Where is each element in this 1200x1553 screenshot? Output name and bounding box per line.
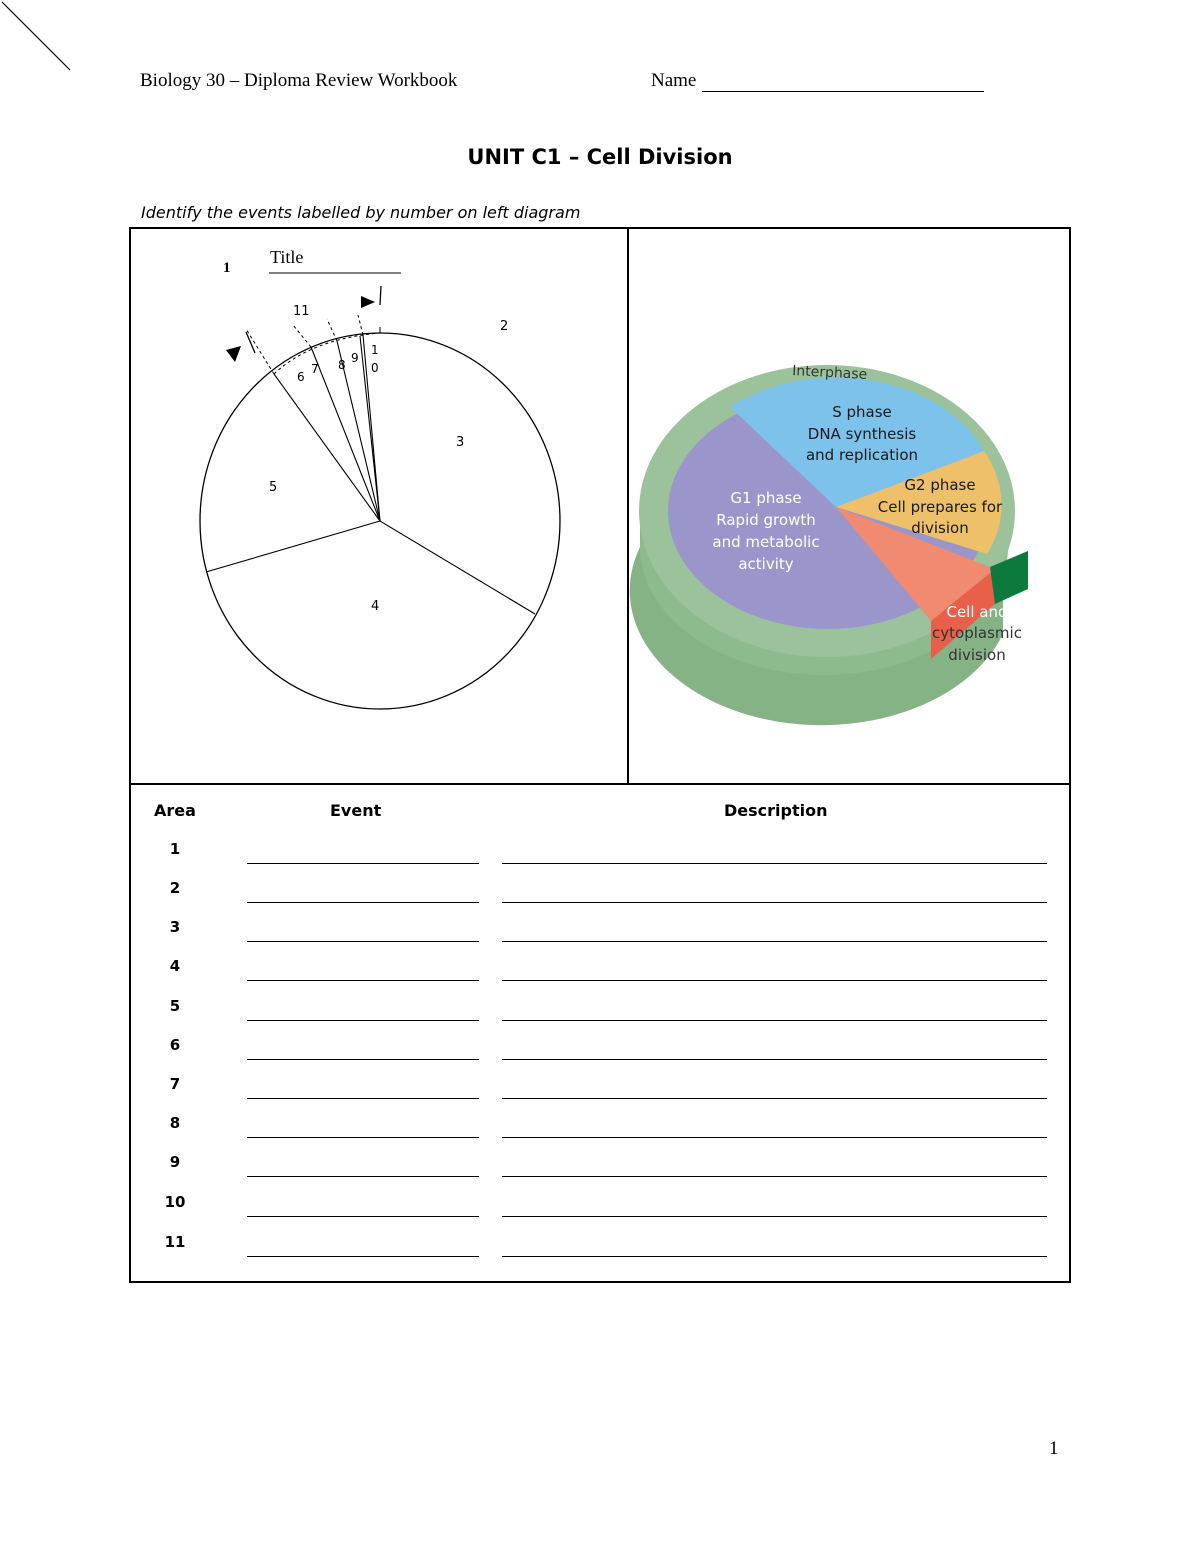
table-row bbox=[131, 1145, 1069, 1183]
spoke-extension bbox=[293, 325, 311, 347]
table-row bbox=[131, 1067, 1069, 1105]
spoke bbox=[380, 521, 535, 614]
description-header: Description bbox=[724, 801, 828, 820]
area-number: 4 bbox=[169, 957, 181, 975]
area-number: 7 bbox=[169, 1075, 181, 1093]
unit-title: UNIT C1 – Cell Division bbox=[467, 145, 733, 169]
blank-cell-cycle-diagram bbox=[131, 229, 627, 783]
label-10-top: 1 bbox=[371, 343, 379, 357]
s-phase-line-1: S phase bbox=[832, 403, 892, 421]
description-blank[interactable] bbox=[502, 1020, 1047, 1021]
table-row bbox=[131, 1106, 1069, 1144]
corner-mark bbox=[0, 0, 80, 80]
name-field[interactable] bbox=[651, 70, 984, 92]
g1-phase-line-4: activity bbox=[738, 555, 794, 573]
event-blank[interactable] bbox=[247, 902, 479, 903]
area-number: 8 bbox=[169, 1114, 181, 1132]
description-blank[interactable] bbox=[502, 1137, 1047, 1138]
course-title: Biology 30 – Diploma Review Workbook bbox=[140, 70, 458, 91]
table-row bbox=[131, 910, 1069, 948]
name-blank-line[interactable] bbox=[702, 71, 984, 92]
s-phase-line-3: and replication bbox=[805, 446, 919, 464]
right-arrow-icon bbox=[361, 286, 381, 308]
description-blank[interactable] bbox=[502, 980, 1047, 981]
colored-cell-cycle-diagram bbox=[628, 229, 1068, 783]
description-blank[interactable] bbox=[502, 902, 1047, 903]
g1-phase-line-1: G1 phase bbox=[730, 489, 802, 507]
horizontal-divider bbox=[131, 783, 1069, 785]
event-blank[interactable] bbox=[247, 1098, 479, 1099]
label-9: 9 bbox=[351, 351, 359, 365]
g1-phase-line-3: and metabolic bbox=[712, 533, 820, 551]
description-blank[interactable] bbox=[502, 1176, 1047, 1177]
table-row bbox=[131, 1185, 1069, 1223]
division-line-2: cytoplasmic bbox=[932, 624, 1022, 642]
label-4: 4 bbox=[371, 599, 380, 614]
s-phase-line-2: DNA synthesis bbox=[807, 425, 917, 443]
description-blank[interactable] bbox=[502, 1216, 1047, 1217]
division-line-1: Cell and bbox=[946, 603, 1008, 621]
spoke bbox=[274, 374, 380, 521]
label-10-bottom: 0 bbox=[371, 361, 379, 375]
spoke bbox=[311, 347, 380, 521]
label-2: 2 bbox=[500, 319, 509, 334]
area-number: 11 bbox=[164, 1233, 186, 1251]
g2-phase-line-2: Cell prepares for bbox=[877, 498, 1003, 516]
description-blank[interactable] bbox=[502, 1256, 1047, 1257]
table-row bbox=[131, 1028, 1069, 1066]
label-6: 6 bbox=[297, 370, 305, 384]
area-number: 10 bbox=[164, 1193, 186, 1211]
table-row bbox=[131, 871, 1069, 909]
g2-phase-line-1: G2 phase bbox=[904, 476, 976, 494]
event-header: Event bbox=[330, 801, 382, 820]
spoke-extension bbox=[246, 329, 274, 374]
title-label: Title bbox=[270, 247, 304, 267]
name-label: Name bbox=[651, 70, 697, 91]
page-number: 1 bbox=[1049, 1438, 1059, 1459]
phase-arc bbox=[274, 333, 380, 374]
table-row bbox=[131, 832, 1069, 870]
label-8: 8 bbox=[338, 358, 346, 372]
interphase-label: Interphase bbox=[791, 363, 868, 383]
event-blank[interactable] bbox=[247, 980, 479, 981]
event-blank[interactable] bbox=[247, 1176, 479, 1177]
description-blank[interactable] bbox=[502, 1059, 1047, 1060]
division-line-3: division bbox=[948, 646, 1006, 664]
label-3: 3 bbox=[456, 435, 465, 450]
event-blank[interactable] bbox=[247, 1216, 479, 1217]
label-1: 1 bbox=[223, 260, 231, 276]
area-header: Area bbox=[154, 801, 196, 820]
area-number: 2 bbox=[169, 879, 181, 897]
instruction-text: Identify the events labelled by number on left diagram bbox=[141, 203, 581, 222]
description-blank[interactable] bbox=[502, 863, 1047, 864]
event-blank[interactable] bbox=[247, 1059, 479, 1060]
g2-phase-line-3: division bbox=[911, 519, 969, 537]
spoke-extension bbox=[358, 315, 363, 335]
area-number: 5 bbox=[169, 997, 181, 1015]
area-number: 3 bbox=[169, 918, 181, 936]
table-row bbox=[131, 949, 1069, 987]
area-number: 1 bbox=[169, 840, 181, 858]
event-blank[interactable] bbox=[247, 941, 479, 942]
worksheet-frame bbox=[129, 227, 1071, 1283]
event-blank[interactable] bbox=[247, 1137, 479, 1138]
event-blank[interactable] bbox=[247, 1020, 479, 1021]
label-7: 7 bbox=[311, 362, 319, 376]
label-11: 11 bbox=[293, 304, 310, 319]
spoke bbox=[206, 521, 380, 572]
table-row bbox=[131, 989, 1069, 1027]
description-blank[interactable] bbox=[502, 941, 1047, 942]
table-row bbox=[131, 1225, 1069, 1263]
description-blank[interactable] bbox=[502, 1098, 1047, 1099]
g1-phase-line-2: Rapid growth bbox=[716, 511, 816, 529]
label-5: 5 bbox=[269, 480, 278, 495]
area-number: 9 bbox=[169, 1153, 181, 1171]
area-number: 6 bbox=[169, 1036, 181, 1054]
spoke-extension bbox=[327, 319, 337, 341]
event-blank[interactable] bbox=[247, 863, 479, 864]
event-blank[interactable] bbox=[247, 1256, 479, 1257]
